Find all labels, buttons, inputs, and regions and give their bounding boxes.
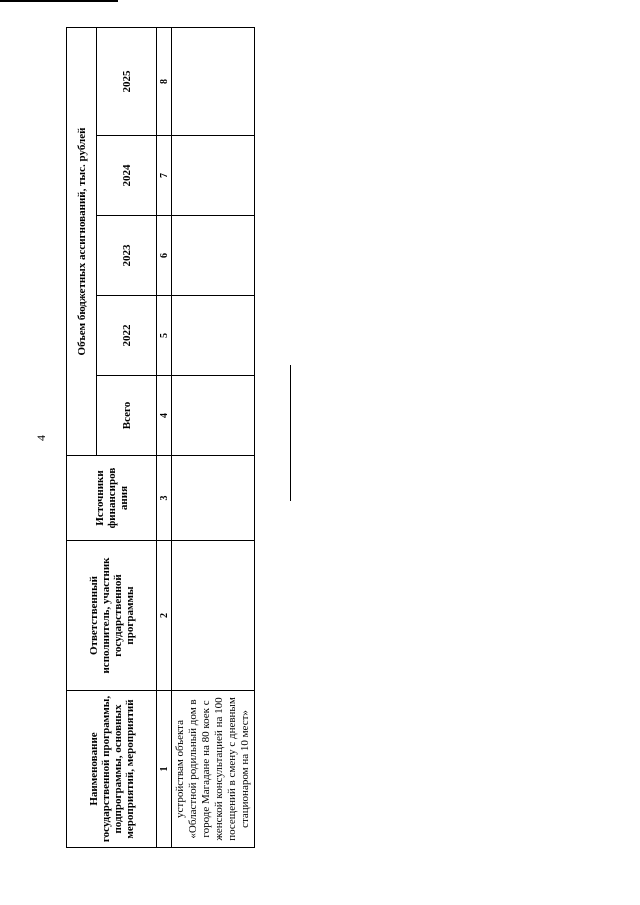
header-year-2024: 2024 [97, 136, 157, 216]
column-number: 8 [157, 27, 172, 135]
header-year-2022: 2022 [97, 296, 157, 376]
row-2024-cell [172, 136, 255, 216]
column-number: 2 [157, 541, 172, 691]
header-sources: Источники финансиров ания [67, 456, 157, 541]
row-2022-cell [172, 296, 255, 376]
column-number: 6 [157, 216, 172, 296]
column-number-row [157, 27, 172, 847]
column-number: 5 [157, 296, 172, 376]
row-executor-cell [172, 541, 255, 691]
header-year-2023: 2023 [97, 216, 157, 296]
table-row [172, 27, 255, 847]
row-2025-cell [172, 27, 255, 135]
header-budget-group: Объем бюджетных ассигнований, тыс. рублей [67, 27, 97, 455]
column-number: 4 [157, 376, 172, 456]
page-number: 4 [34, 435, 48, 441]
top-rule [0, 0, 118, 2]
row-total-cell [172, 376, 255, 456]
column-number: 3 [157, 456, 172, 541]
row-name-cell: устройствам объекта «Областной родильный дом в городе Магадане на 80 коек с женской консультацией на 100 посещений в смену с дневным стационаром на 10 мест» [172, 691, 255, 848]
separator-line [290, 365, 291, 501]
header-name: Наименование государственной программы, подпрограммы, основных мероприятий, мероприятий [67, 691, 157, 848]
budget-table [66, 27, 255, 848]
row-2023-cell [172, 216, 255, 296]
header-total: Всего [97, 376, 157, 456]
header-executor: Ответственный исполнитель, участник государственной программы [67, 541, 157, 691]
column-number: 7 [157, 136, 172, 216]
row-sources-cell [172, 456, 255, 541]
column-number: 1 [157, 691, 172, 848]
header-year-2025: 2025 [97, 27, 157, 135]
budget-table-rotated [66, 28, 251, 848]
